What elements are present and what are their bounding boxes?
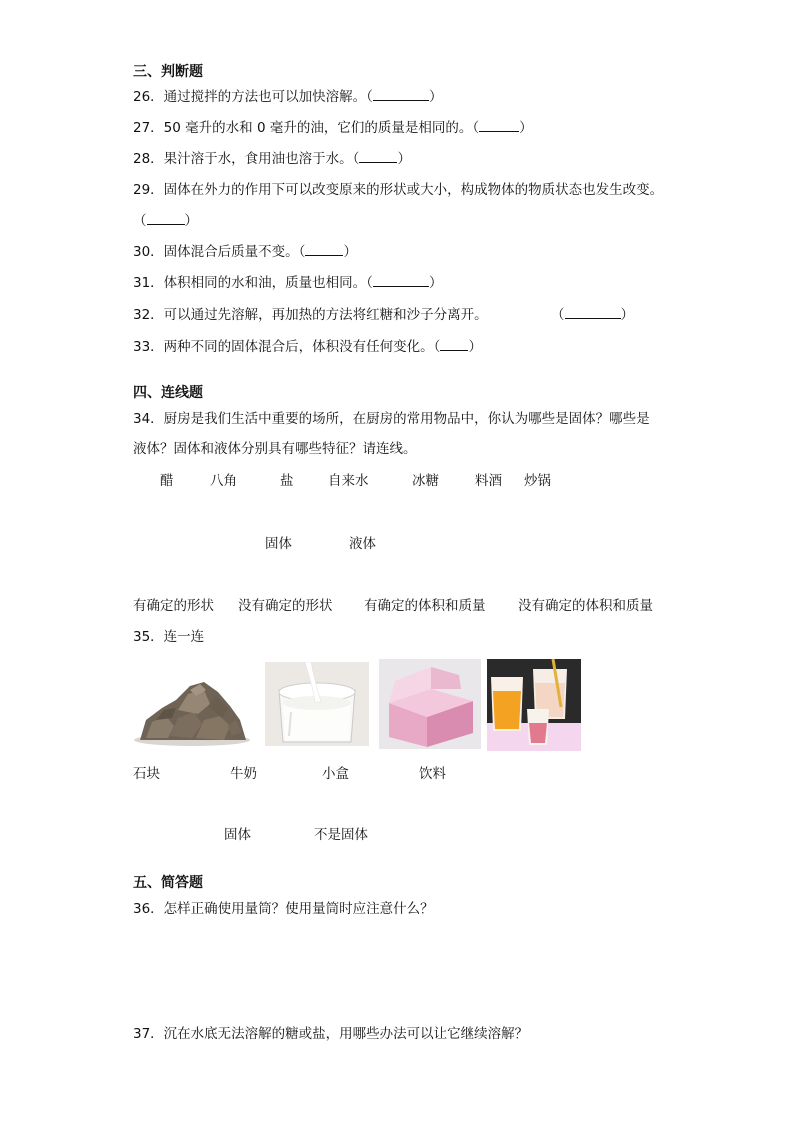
answer-blank[interactable] xyxy=(373,88,429,101)
paren-close: ） xyxy=(184,213,198,229)
answer-blank[interactable] xyxy=(440,338,468,351)
question-32-answer xyxy=(551,306,634,324)
paren-close: ） xyxy=(343,244,357,260)
question-28 xyxy=(133,150,411,168)
answer-blank[interactable] xyxy=(565,306,621,319)
question-29-answer-line xyxy=(133,212,198,230)
answer-blank[interactable] xyxy=(147,212,185,225)
paren-close: ） xyxy=(428,89,443,105)
paren-close: ） xyxy=(428,275,443,291)
answer-blank[interactable] xyxy=(359,150,397,163)
question-text: 33．两种不同的固体混合后，体积没有任何变化。（ xyxy=(133,339,441,355)
milk-glass-image[interactable] xyxy=(265,662,369,746)
category-not-solid-35[interactable]: 不是固体 xyxy=(314,827,368,843)
paren-open: （ xyxy=(551,307,565,323)
feature-no-definite-volume-mass[interactable]: 没有确定的体积和质量 xyxy=(518,598,653,614)
section-heading-short: 五、简答题 xyxy=(133,875,203,891)
answer-blank[interactable] xyxy=(479,119,519,132)
question-text: 30．固体混合后质量不变。（ xyxy=(133,244,306,260)
question-37: 37．沉在水底无法溶解的糖或盐，用哪些办法可以让它继续溶解？ xyxy=(133,1026,529,1042)
kitchen-item-star-anise[interactable]: 八角 xyxy=(210,473,237,489)
question-33 xyxy=(133,338,482,356)
question-text: 31．体积相同的水和油，质量也相同。（ xyxy=(133,275,373,291)
question-32 xyxy=(133,306,488,324)
category-liquid[interactable]: 液体 xyxy=(349,536,376,552)
question-30 xyxy=(133,243,357,261)
question-31 xyxy=(133,274,442,292)
question-29 xyxy=(133,181,663,199)
question-text: 32．可以通过先溶解，再加热的方法将红糖和沙子分离开。 xyxy=(133,307,488,323)
feature-definite-volume-mass[interactable]: 有确定的体积和质量 xyxy=(364,598,486,614)
question-text: 26．通过搅拌的方法也可以加快溶解。（ xyxy=(133,89,373,105)
question-26 xyxy=(133,88,442,106)
question-text: 29．固体在外力的作用下可以改变原来的形状或大小，构成物体的物质状态也发生改变。 xyxy=(133,182,664,198)
pink-box-image[interactable] xyxy=(379,659,481,749)
rock-pile-image[interactable] xyxy=(132,660,250,746)
question-text: 27．50 毫升的水和 0 毫升的油，它们的质量是相同的。（ xyxy=(133,120,480,136)
kitchen-item-rock-sugar[interactable]: 冰糖 xyxy=(412,473,439,489)
feature-no-definite-shape[interactable]: 没有确定的形状 xyxy=(238,598,333,614)
section-heading-match: 四、连线题 xyxy=(133,385,203,401)
question-34-line-2: 液体？固体和液体分别具有哪些特征？请连线。 xyxy=(133,441,417,457)
kitchen-item-vinegar[interactable]: 醋 xyxy=(160,473,174,489)
question-36: 36．怎样正确使用量筒？使用量筒时应注意什么？ xyxy=(133,901,434,917)
paren-close: ） xyxy=(519,120,533,136)
kitchen-item-salt[interactable]: 盐 xyxy=(280,473,294,489)
kitchen-item-wok[interactable]: 炒锅 xyxy=(524,473,551,489)
question-text: 28．果汁溶于水，食用油也溶于水。（ xyxy=(133,151,360,167)
feature-definite-shape[interactable]: 有确定的形状 xyxy=(133,598,214,614)
paren-close: ） xyxy=(397,151,411,167)
paren-open: （ xyxy=(133,213,147,229)
paren-close: ） xyxy=(620,307,634,323)
paren-close: ） xyxy=(468,339,482,355)
section-heading-judge: 三、判断题 xyxy=(133,64,203,80)
answer-blank[interactable] xyxy=(305,243,343,256)
question-27 xyxy=(133,119,533,137)
kitchen-item-cooking-wine[interactable]: 料酒 xyxy=(475,473,502,489)
label-drink[interactable]: 饮料 xyxy=(419,766,446,782)
category-solid[interactable]: 固体 xyxy=(265,536,292,552)
category-solid-35[interactable]: 固体 xyxy=(224,827,251,843)
question-34-line-1: 34．厨房是我们生活中重要的场所，在厨房的常用物品中，你认为哪些是固体？哪些是 xyxy=(133,411,650,427)
question-35-title: 35．连一连 xyxy=(133,629,205,645)
label-milk[interactable]: 牛奶 xyxy=(230,766,257,782)
kitchen-item-tap-water[interactable]: 自来水 xyxy=(328,473,369,489)
label-box[interactable]: 小盒 xyxy=(322,766,349,782)
answer-blank[interactable] xyxy=(373,274,429,287)
drinks-image[interactable] xyxy=(487,659,581,751)
label-rock[interactable]: 石块 xyxy=(133,766,160,782)
